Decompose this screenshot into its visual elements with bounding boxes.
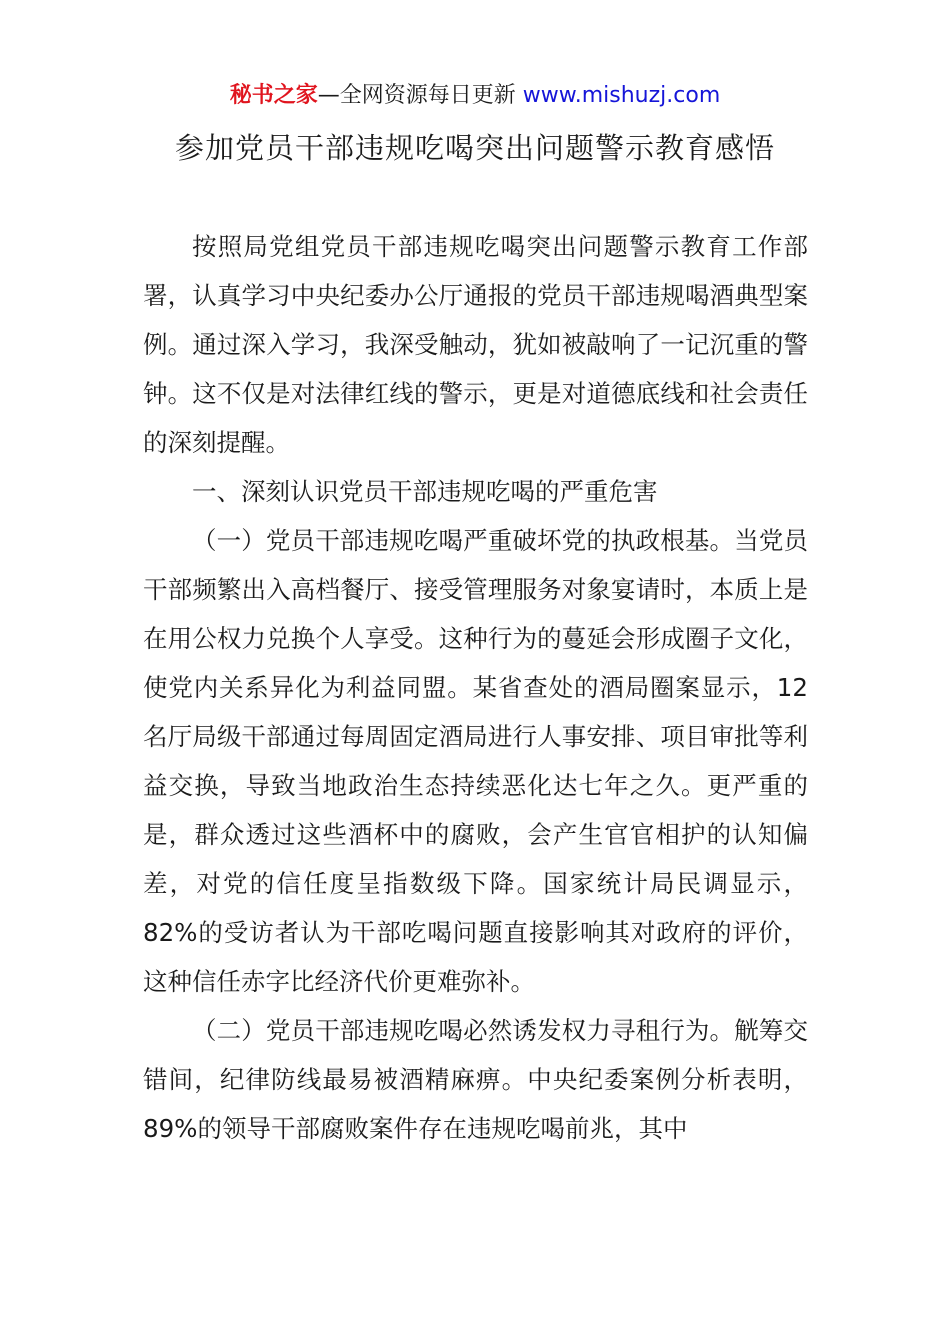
- subsection-paragraph-2: （二）党员干部违规吃喝必然诱发权力寻租行为。觥筹交错间，纪律防线最易被酒精麻痹。中央纪委案例分析表明，89%的领导干部腐败案件存在违规吃喝前兆，其中: [143, 1016, 808, 1143]
- site-brand: 秘书之家: [229, 83, 318, 108]
- subsection-paragraph-1: （一）党员干部违规吃喝严重破坏党的执政根基。当党员干部频繁出入高档餐厅、接受管理服务对象宴请时，本质上是在用公权力兑换个人享受。这种行为的蔓延会形成圈子文化，使党内关系异化为利益同盟。某省查处的酒局圈案显示，12名厅局级干部通过每周固定酒局进行人事安排、项目审批等利益交换，导致当地政治生态持续恶化达七年之久。更严重的是，群众透过这些酒杯中的腐败，会产生官官相护的认知偏差，对党的信任度呈指数级下降。国家统计局民调显示，82%的受访者认为干部吃喝问题直接影响其对政府的评价，这种信任赤字比经济代价更难弥补。: [143, 526, 808, 996]
- section-heading: 一、深刻认识党员干部违规吃喝的严重危害: [192, 477, 658, 506]
- site-header: [0, 80, 950, 112]
- document-body: [143, 222, 808, 1153]
- site-url-link[interactable]: www.mishuzj.com: [522, 83, 721, 108]
- document-title: 参加党员干部违规吃喝突出问题警示教育感悟: [174, 131, 775, 165]
- site-tagline: —全网资源每日更新: [317, 83, 516, 108]
- intro-paragraph: 按照局党组党员干部违规吃喝突出问题警示教育工作部署，认真学习中央纪委办公厅通报的党员干部违规喝酒典型案例。通过深入学习，我深受触动，犹如被敲响了一记沉重的警钟。这不仅是对法律红线的警示，更是对道德底线和社会责任的深刻提醒。: [143, 232, 808, 457]
